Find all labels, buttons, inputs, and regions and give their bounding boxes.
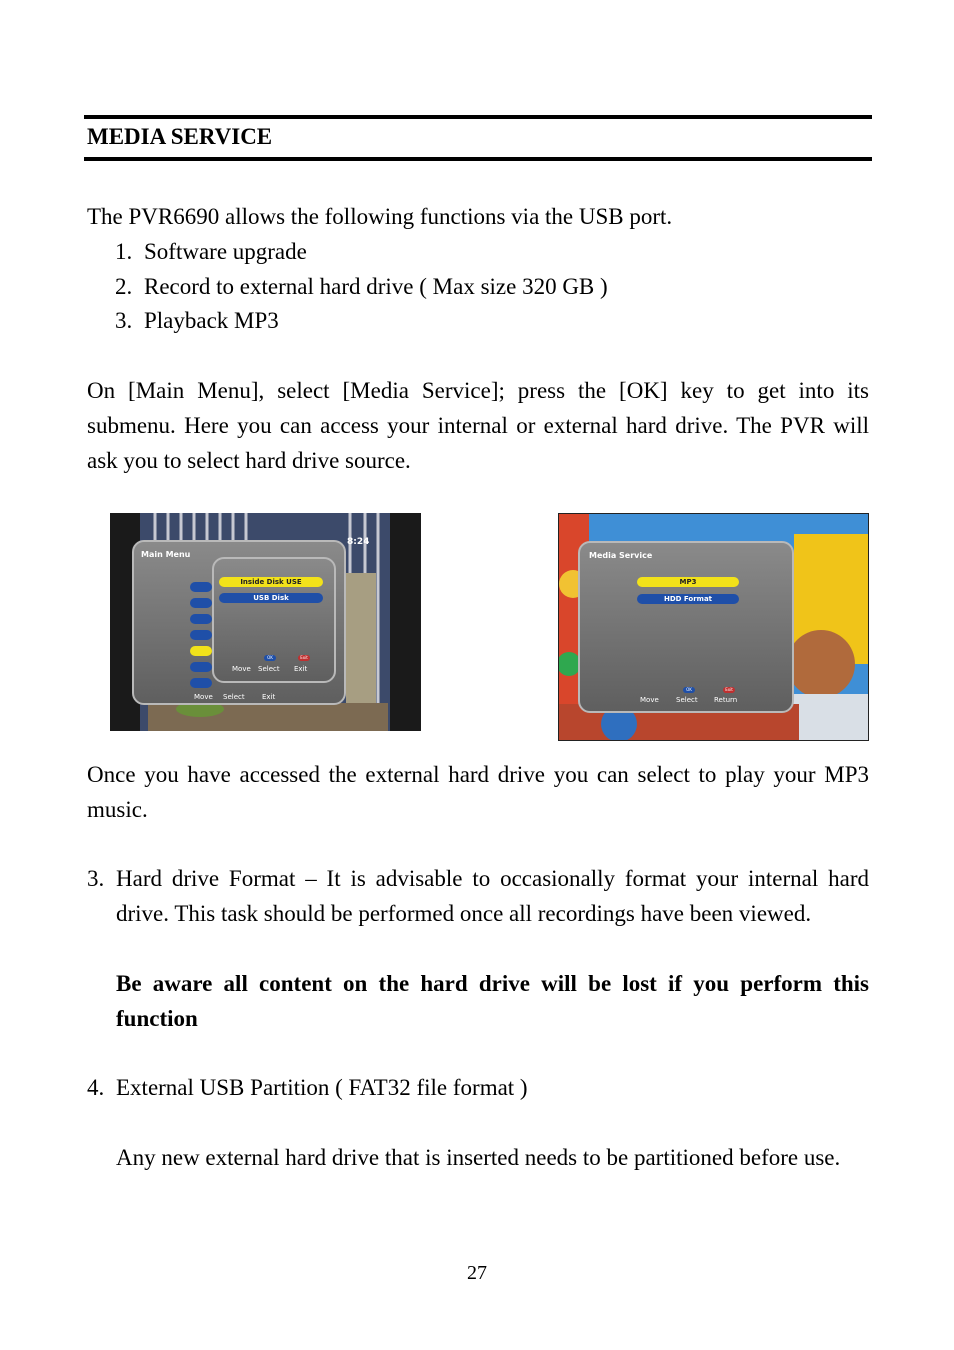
main-menu-paragraph: On [Main Menu], select [Media Service]; press the [OK] key to get into its submenu. Here you can access your internal or external hard drive. The PVR will ask you to select hard drive source. [87,378,869,473]
select-hint: Select [676,696,698,704]
menu-title: Main Menu [141,550,191,559]
ok-badge: OK [264,655,276,661]
list-text: Playback MP3 [144,308,279,333]
menu-tab-selected[interactable] [190,646,212,656]
accessed-paragraph: Once you have accessed the external hard drive you can select to play your MP3 music. [87,762,869,822]
list-item [115,234,307,269]
disk-submenu-panel [212,557,336,683]
clock: 8:24 [347,537,370,547]
item3-text: Hard drive Format – It is advisable to occasionally format your internal hard drive. This task should be performed once all recordings have been viewed. [116,866,869,926]
item4-detail: Any new external hard drive that is inserted needs to be partitioned before use. [116,1145,841,1170]
list-item [115,303,279,338]
heading-rule-top [84,115,872,119]
move-hint: Move [640,696,659,704]
menu-title: Media Service [589,551,653,560]
item3-number: 3. [87,866,105,891]
move-hint: Move [232,665,251,673]
menu-tab[interactable] [190,598,212,608]
exit-badge: Exit [723,687,735,693]
inside-disk-option[interactable]: Inside Disk USE [219,577,323,587]
list-text: Software upgrade [144,239,307,264]
section-heading: MEDIA SERVICE [87,124,273,149]
media-service-panel [578,541,794,713]
exit-hint: Exit [262,693,276,701]
intro-paragraph: The PVR6690 allows the following functions via the USB port. [87,204,673,229]
menu-tab[interactable] [190,678,212,688]
select-hint: Select [223,693,245,701]
menu-tab[interactable] [190,582,212,592]
ok-badge: OK [683,687,695,693]
screenshot-media-service [558,513,869,741]
move-hint: Move [194,693,213,701]
mp3-option[interactable]: MP3 [637,577,739,587]
return-hint: Return [714,696,738,704]
heading-rule-bottom [84,157,872,161]
format-warning: Be aware all content on the hard drive will be lost if you perform this function [116,971,869,1031]
exit-hint: Exit [294,665,308,673]
list-number: 2. [115,274,133,299]
menu-tab[interactable] [190,630,212,640]
exit-badge: Exit [298,655,310,661]
usb-disk-option[interactable]: USB Disk [219,593,323,603]
item4-number: 4. [87,1075,105,1100]
list-text: Record to external hard drive ( Max size 320 GB ) [144,274,608,299]
select-hint: Select [258,665,280,673]
list-number: 3. [115,308,133,333]
screenshot-main-menu [110,513,421,731]
menu-tab[interactable] [190,662,212,672]
item4-text: External USB Partition ( FAT32 file format ) [116,1075,528,1100]
page-number: 27 [467,1262,487,1284]
list-item [115,269,608,304]
list-number: 1. [115,239,133,264]
menu-tab[interactable] [190,614,212,624]
hdd-format-option[interactable]: HDD Format [637,594,739,604]
